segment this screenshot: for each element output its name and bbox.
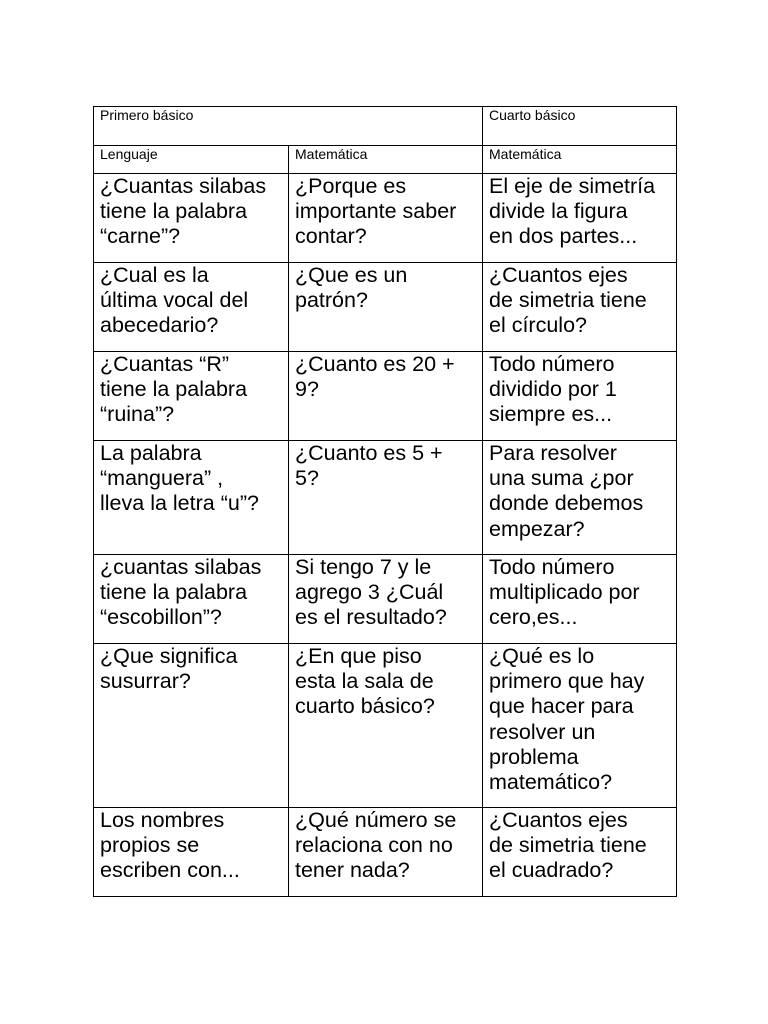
question-text: ¿Cuanto es 20 + 9? [295,352,455,402]
question-text: ¿Qué es lo primero que hay que hacer para resolver un problema matemático? [489,644,645,795]
question-cell [483,644,677,808]
question-cell [289,555,483,644]
question-row [94,644,677,808]
grade-cuarto-cell [483,107,677,146]
question-cell [483,174,677,263]
questions-table [93,106,677,897]
question-row [94,808,677,897]
question-cell [94,352,289,441]
subject-cell [94,146,289,174]
subject-header-row [94,146,677,174]
question-text: Todo número multiplicado por cero,es... [489,555,640,630]
question-cell [94,555,289,644]
question-text: Todo número dividido por 1 siempre es... [489,352,617,427]
question-text: Si tengo 7 y le agrego 3 ¿Cuál es el resultado? [295,555,447,630]
question-row [94,555,677,644]
subject-matematica-label: Matemática [295,146,368,162]
question-cell [94,808,289,897]
question-cell [483,263,677,352]
question-cell [289,808,483,897]
question-text: ¿Cuantas silabas tiene la palabra “carne”? [100,174,267,249]
question-cell [289,441,483,555]
question-text: ¿Qué número se relaciona con no tener nada? [295,808,457,883]
question-cell [94,441,289,555]
subject-cell [289,146,483,174]
subject-cell [483,146,677,174]
question-text: ¿Cuantos ejes de simetria tiene el círculo? [489,263,647,338]
question-cell [289,174,483,263]
question-text: Para resolver una suma ¿por donde debemos empezar? [489,441,644,541]
question-cell [289,263,483,352]
question-cell [289,352,483,441]
question-text: ¿Cuantas “R” tiene la palabra “ruina”? [100,352,248,427]
grade-primero-cell [94,107,483,146]
question-cell [483,808,677,897]
subject-matematica-label: Matemática [489,146,562,162]
subject-lenguaje-label: Lenguaje [100,146,158,162]
question-text: ¿Porque es importante saber contar? [295,174,457,249]
question-row [94,352,677,441]
question-text: ¿Cuanto es 5 + 5? [295,441,443,491]
question-cell [94,174,289,263]
question-text: ¿En que piso esta la sala de cuarto básico? [295,644,435,719]
question-text: Los nombres propios se escriben con... [100,808,240,883]
question-text: ¿Cual es la última vocal del abecedario? [100,263,249,338]
question-row [94,174,677,263]
question-row [94,441,677,555]
grade-primero-label: Primero básico [100,107,194,123]
question-cell [483,352,677,441]
question-text: ¿cuantas silabas tiene la palabra “escobillon”? [100,555,262,630]
grade-header-row [94,107,677,146]
question-cell [483,555,677,644]
question-text: ¿Que es un patrón? [295,263,408,313]
question-cell [94,263,289,352]
question-text: ¿Que significa susurrar? [100,644,238,694]
question-row [94,263,677,352]
question-cell [94,644,289,808]
question-cell [289,644,483,808]
question-text: El eje de simetría divide la figura en dos partes... [489,174,656,249]
question-cell [483,441,677,555]
grade-cuarto-label: Cuarto básico [489,107,576,123]
question-text: ¿Cuantos ejes de simetria tiene el cuadrado? [489,808,647,883]
question-text: La palabra “manguera” , lleva la letra “u”? [100,441,259,516]
